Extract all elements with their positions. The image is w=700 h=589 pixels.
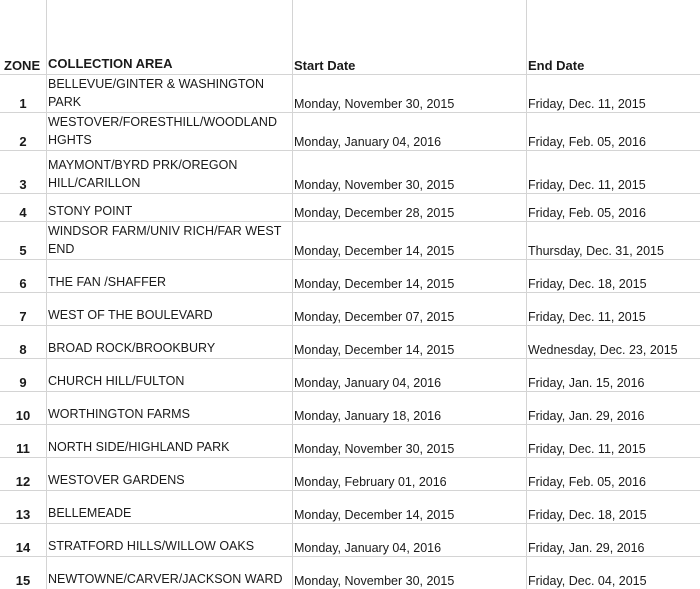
zone-cell: 6 [19,276,27,291]
table-row [0,193,700,221]
header-end-date: End Date [528,58,585,73]
end-date-cell: Friday, Dec. 18, 2015 [528,508,647,522]
table-row [0,292,700,325]
zone-cell: 9 [19,375,27,390]
table-row [0,150,700,193]
zone-cell: 4 [19,205,27,220]
start-date-cell: Monday, December 28, 2015 [294,206,455,220]
zone-cell: 5 [19,243,27,258]
start-date-cell: Monday, December 14, 2015 [294,277,455,291]
zone-cell: 2 [19,134,27,149]
collection-area-cell: STONY POINT [48,204,133,218]
table-row [0,74,700,112]
collection-area-cell: MAYMONT/BYRD PRK/OREGON HILL/CARILLON [48,158,238,190]
start-date-cell: Monday, January 04, 2016 [294,135,442,149]
table-row [0,112,700,150]
header-row [0,50,700,74]
zone-cell: 11 [16,441,30,456]
collection-area-cell: THE FAN /SHAFFER [48,275,167,289]
table-row [0,490,700,523]
header-zone: ZONE [4,58,41,73]
table-row [0,358,700,391]
start-date-cell: Monday, January 04, 2016 [294,541,442,555]
end-date-cell: Friday, Dec. 11, 2015 [528,97,646,111]
zone-cell: 3 [19,177,27,192]
zone-cell: 10 [15,408,31,423]
collection-area-cell: STRATFORD HILLS/WILLOW OAKS [48,539,255,553]
end-date-cell: Thursday, Dec. 31, 2015 [528,244,664,258]
table-row [0,457,700,490]
zone-cell: 13 [15,507,31,522]
start-date-cell: Monday, November 30, 2015 [294,178,455,192]
start-date-cell: Monday, December 14, 2015 [294,343,455,357]
table-row [0,523,700,556]
table-row [0,325,700,358]
zone-cell: 15 [15,573,31,588]
collection-area-cell: WORTHINGTON FARMS [48,407,190,421]
end-date-cell: Friday, Jan. 29, 2016 [528,409,645,423]
end-date-cell: Friday, Dec. 18, 2015 [528,277,647,291]
end-date-cell: Friday, Dec. 04, 2015 [528,574,647,588]
zone-cell: 14 [15,540,31,555]
collection-area-cell: WESTOVER/FORESTHILL/WOODLAND HGHTS [48,115,277,147]
table-row [0,391,700,424]
zone-cell: 8 [19,342,27,357]
end-date-cell: Friday, Dec. 11, 2015 [528,442,646,456]
collection-area-cell: NEWTOWNE/CARVER/JACKSON WARD [48,572,283,586]
start-date-cell: Monday, February 01, 2016 [294,475,447,489]
collection-area-cell: BELLEVUE/GINTER & WASHINGTON PARK [48,77,265,109]
collection-area-cell: BELLEMEADE [48,506,132,520]
start-date-cell: Monday, January 18, 2016 [294,409,442,423]
collection-area-cell: WESTOVER GARDENS [48,473,185,487]
end-date-cell: Friday, Dec. 11, 2015 [528,178,646,192]
table-row [0,221,700,259]
header-start-date: Start Date [294,58,356,73]
start-date-cell: Monday, December 14, 2015 [294,508,455,522]
end-date-cell: Friday, Jan. 15, 2016 [528,376,645,390]
start-date-cell: Monday, November 30, 2015 [294,574,455,588]
header-collection-area: COLLECTION AREA [48,56,173,71]
collection-area-cell: WEST OF THE BOULEVARD [48,308,213,322]
table-row [0,556,700,589]
start-date-cell: Monday, November 30, 2015 [294,442,455,456]
start-date-cell: Monday, January 04, 2016 [294,376,442,390]
table-row [0,259,700,292]
start-date-cell: Monday, November 30, 2015 [294,97,455,111]
collection-area-cell: NORTH SIDE/HIGHLAND PARK [48,440,230,454]
end-date-cell: Wednesday, Dec. 23, 2015 [528,343,678,357]
zone-cell: 12 [15,474,31,489]
end-date-cell: Friday, Dec. 11, 2015 [528,310,646,324]
end-date-cell: Friday, Feb. 05, 2016 [528,475,646,489]
collection-area-cell: BROAD ROCK/BROOKBURY [48,341,216,355]
collection-area-cell: CHURCH HILL/FULTON [48,374,185,388]
start-date-cell: Monday, December 07, 2015 [294,310,455,324]
end-date-cell: Friday, Jan. 29, 2016 [528,541,645,555]
table-row [0,424,700,457]
start-date-cell: Monday, December 14, 2015 [294,244,455,258]
zone-cell: 1 [19,96,27,111]
collection-area-cell: WINDSOR FARM/UNIV RICH/FAR WEST END [48,224,282,256]
end-date-cell: Friday, Feb. 05, 2016 [528,206,646,220]
end-date-cell: Friday, Feb. 05, 2016 [528,135,646,149]
zone-cell: 7 [19,309,27,324]
